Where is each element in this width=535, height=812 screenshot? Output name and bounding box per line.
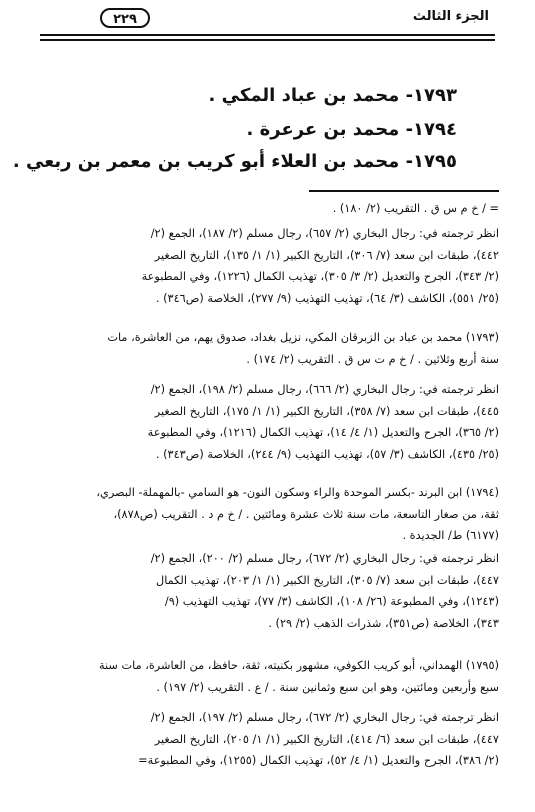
footnote-line: سبع وأربعين ومائتين، وهو ابن سبع وثمانين سنة . / ع . التقريب (٢/ ١٩٧) .: [156, 680, 499, 694]
footnote-line: ثقة، من صغار التاسعة، مات سنة ثلاث عشرة ومائتين . / خ م د . التقريب (ص٨٧٨)،: [113, 507, 499, 521]
footnote-line: (٢/ ٣٨٦)، الجرح والتعديل (١/ ٤/ ٥٢)، تهذيب الكمال (١٢٥٥)، وفي المطبوعة=: [138, 754, 499, 767]
footnote-line: انظر ترجمته في: رجال البخاري (٢/ ٦٥٧)، رجال مسلم (٢/ ١٨٧)، الجمع (٢/: [150, 227, 499, 240]
footnote-line: انظر ترجمته في: رجال البخاري (٢/ ٦٧٢)، رجال مسلم (٢/ ١٩٧)، الجمع (٢/: [150, 711, 499, 724]
footnote-line: (١٧٩٥) الهمداني، أبو كريب الكوفي، مشهور بكنيته، ثقة، حافظ، من العاشرة، مات سنة: [98, 659, 499, 672]
footnote-line: ٤٤٥)، طبقات ابن سعد (٧/ ٣٥٨)، التاريخ الكبير (١/ ١/ ١٧٥)، التاريخ الصغير: [154, 404, 499, 418]
footnote-1794: [41, 482, 499, 547]
footnote-references-1795: [41, 707, 499, 772]
footnote-line: (١٧٩٣) محمد بن عباد بن الزبرقان المكي، نزيل بغداد، صدوق يهم، من العاشرة، مات: [107, 331, 499, 344]
footnote-line: ٤٤٧)، طبقات ابن سعد (٦/ ٤١٤)، التاريخ الكبير (١/ ١/ ٢٠٥)، التاريخ الصغير: [154, 732, 499, 746]
header-rule: [40, 39, 495, 41]
footnote-line: (١٧٩٤) ابن البرند -بكسر الموحدة والراء وسكون النون- هو السامي -بالمهملة- البصري،: [96, 486, 499, 499]
running-header-title: الجزء الثالث: [412, 9, 489, 24]
footnote-line: انظر ترجمته في: رجال البخاري (٢/ ٦٧٢)، رجال مسلم (٢/ ٢٠٠)، الجمع (٢/: [150, 552, 499, 565]
entry-1795: ١٧٩٥- محمد بن العلاء أبو كريب بن معمر بن ربعي .: [12, 151, 457, 172]
footnote-references-1794: [41, 548, 499, 634]
page-number-badge: ٢٢٩: [100, 8, 150, 28]
footnote-references-1793: [41, 379, 499, 465]
entry-1793: ١٧٩٣- محمد بن عباد المكي .: [208, 85, 457, 106]
footnote-1795: [41, 655, 499, 698]
footnote-line: انظر ترجمته في: رجال البخاري (٢/ ٦٦٦)، رجال مسلم (٢/ ١٩٨)، الجمع (٢/: [150, 383, 499, 396]
footnote-line: (١٢٤٣)، وفي المطبوعة (٢٦/ ١٠٨)، الكاشف (٣/ ٧٧)، تهذيب التهذيب (٩/: [164, 595, 499, 608]
footnote-line: (٦١٧٧) ط/ الجديدة .: [402, 529, 499, 542]
footnote-line: ٣٤٣)، الخلاصة (ص٣٥١)، شذرات الذهب (٢/ ٢٩) .: [268, 616, 499, 630]
footnote-line: ٤٤٢)، طبقات ابن سعد (٧/ ٣٠٦)، التاريخ الكبير (١/ ١/ ١٣٥)، التاريخ الصغير: [154, 248, 499, 262]
entry-1794: ١٧٩٤- محمد بن عرعرة .: [246, 119, 457, 140]
footnote-line: (٢/ ٣٦٥)، الجرح والتعديل (١/ ٤/ ١٤)، تهذيب الكمال (١٢١٦)، وفي المطبوعة: [147, 426, 499, 439]
footnote-line: (٢٥/ ٥٥١)، الكاشف (٣/ ٦٤)، تهذيب التهذيب (٩/ ٢٧٧)، الخلاصة (ص٣٤٦) .: [155, 291, 499, 305]
footnote-references-prev: [41, 223, 499, 309]
footnote-continuation: [41, 198, 499, 220]
footnote-1793: [41, 327, 499, 370]
footnote-separator: [309, 190, 499, 192]
footnote-line: سنة أربع وثلاثين . / خ م ت س ق . التقريب (٢/ ١٧٤) .: [246, 352, 499, 366]
footnote-line: (٢٥/ ٤٣٥)، الكاشف (٣/ ٥٧)، تهذيب التهذيب (٩/ ٢٤٤)، الخلاصة (ص٣٤٣) .: [155, 447, 499, 461]
footnote-line: (٢/ ٣٤٣)، الجرح والتعديل (٢/ ٣/ ٣٠٥)، تهذيب الكمال (١٢٢٦)، وفي المطبوعة: [141, 270, 499, 283]
footnote-line: ٤٤٧)، طبقات ابن سعد (٧/ ٣٠٥)، التاريخ الكبير (١/ ١/ ٢٠٣)، تهذيب الكمال: [155, 573, 499, 587]
header-rule: [40, 34, 495, 36]
footnote-line: = / خ م س ق . التقريب (٢/ ١٨٠) .: [332, 202, 499, 215]
